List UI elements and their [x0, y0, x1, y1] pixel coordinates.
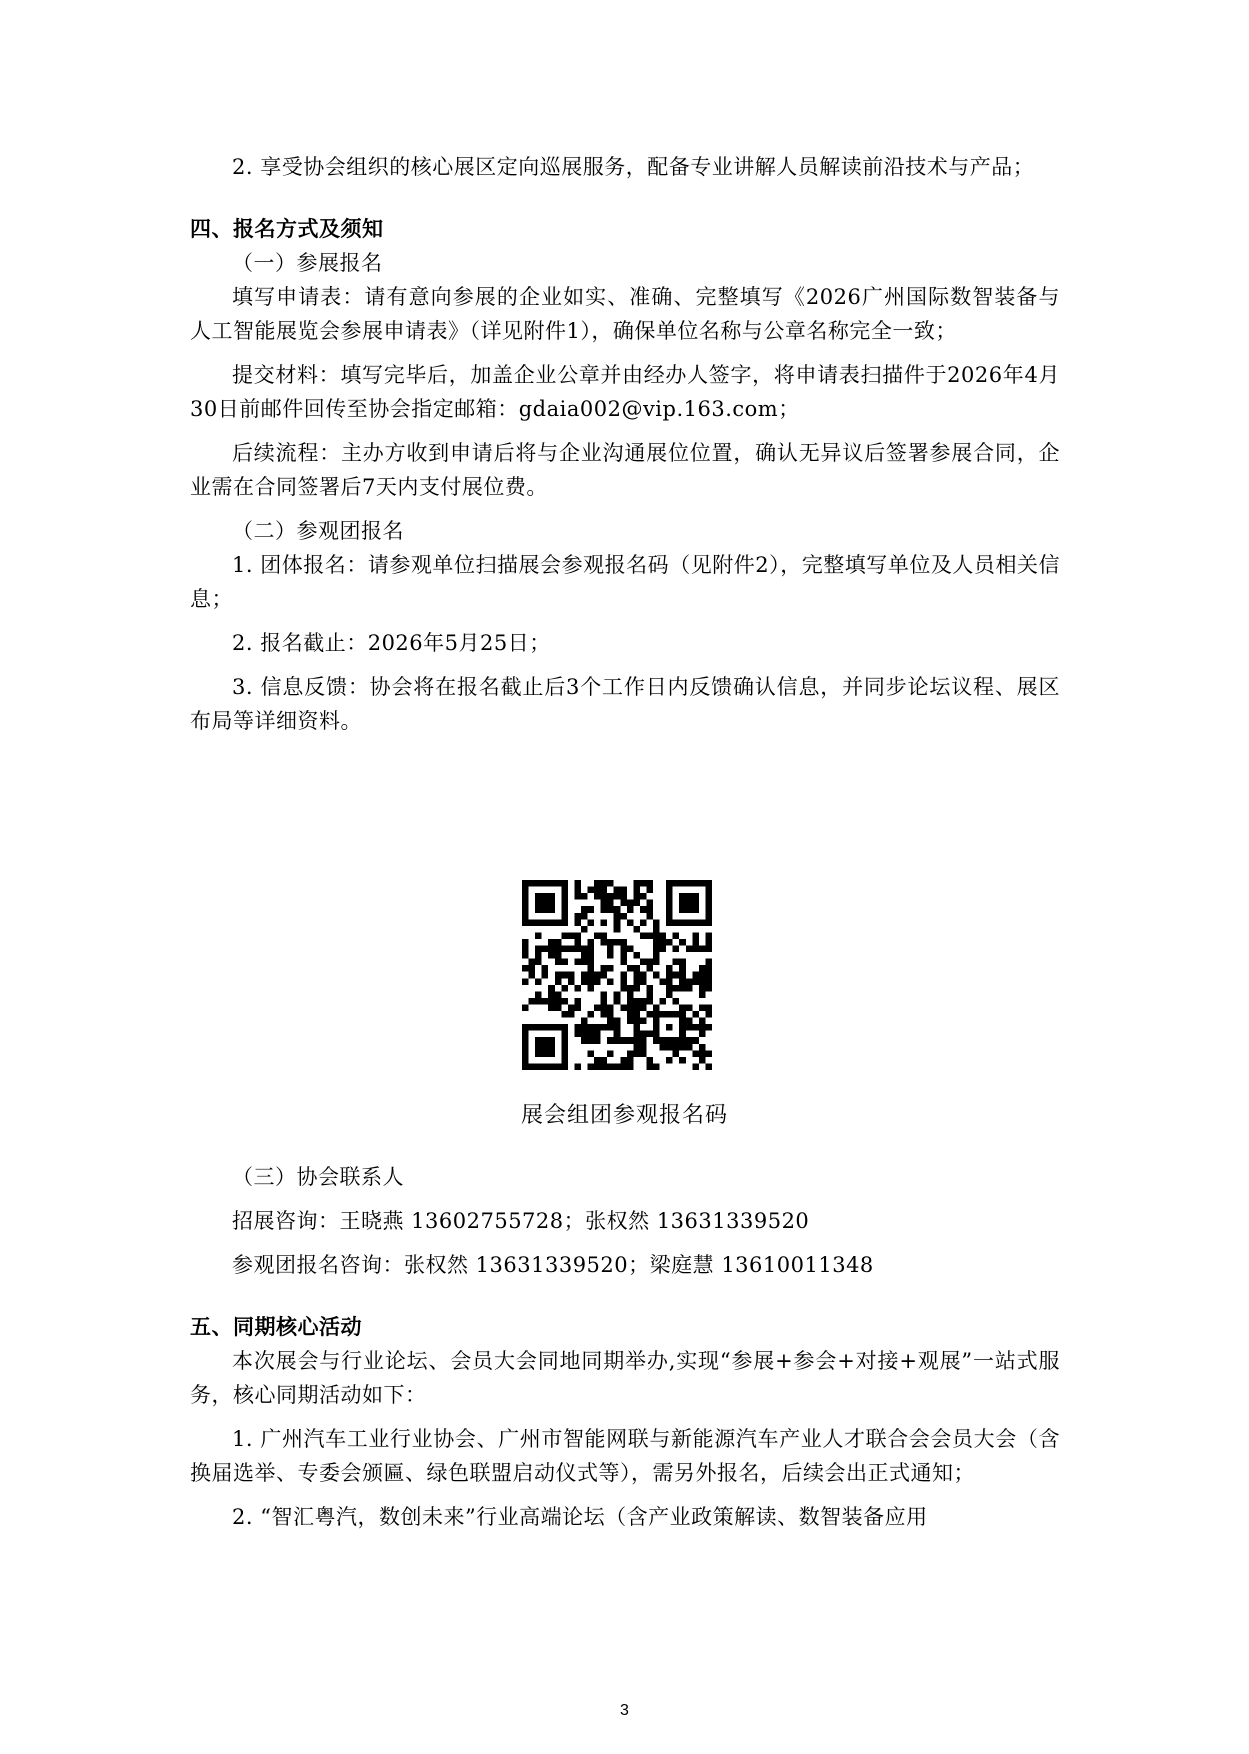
section4-sub2: （二）参观团报名 — [232, 519, 404, 543]
paragraph-follow-up: 后续流程：主办方收到申请后将与企业沟通展位位置，确认无异议后签署参展合同，企业需在合同签署后7天内支付展位费。 — [190, 441, 1060, 499]
group-item3: 3. 信息反馈：协会将在报名截止后3个工作日内反馈确认信息，并同步论坛议程、展区布局等详细资料。 — [190, 675, 1060, 733]
section5-intro: 本次展会与行业论坛、会员大会同地同期举办,实现“参展+参会+对接+观展”一站式服务，核心同期活动如下： — [190, 1349, 1060, 1407]
section5-heading: 五、同期核心活动 — [190, 1315, 362, 1339]
contact-exhibition: 招展咨询：王晓燕 13602755728；张权然 13631339520 — [232, 1209, 810, 1233]
group-item1: 1. 团体报名：请参观单位扫描展会参观报名码（见附件2），完整填写单位及人员相关信息； — [190, 553, 1060, 611]
qr-code-icon — [522, 880, 712, 1070]
section4-sub3: （三）协会联系人 — [232, 1165, 404, 1189]
page-body-upper — [190, 150, 1060, 738]
section3-item2: 2. 享受协会组织的核心展区定向巡展服务，配备专业讲解人员解读前沿技术与产品； — [232, 155, 1035, 179]
contact-visit-group: 参观团报名咨询：张权然 13631339520；梁庭慧 13610011348 — [232, 1253, 874, 1277]
qr-code-graphic — [522, 880, 712, 1070]
section4-heading: 四、报名方式及须知 — [190, 217, 384, 241]
section5-item2: 2. “智汇粤汽，数创未来”行业高端论坛（含产业政策解读、数智装备应用 — [232, 1505, 928, 1529]
page-body-lower — [190, 1160, 1060, 1534]
section4-sub1: （一）参展报名 — [232, 251, 383, 275]
page-number: 3 — [620, 1702, 629, 1719]
paragraph-fill-form: 填写申请表：请有意向参展的企业如实、准确、完整填写《2026广州国际数智装备与人工智能展览会参展申请表》（详见附件1），确保单位名称与公章名称完全一致； — [190, 285, 1060, 343]
qr-caption: 展会组团参观报名码 — [520, 1103, 728, 1128]
group-item2: 2. 报名截止：2026年5月25日； — [232, 631, 551, 655]
section5-item1: 1. 广州汽车工业行业协会、广州市智能网联与新能源汽车产业人才联合会会员大会（含换届选举、专委会颁匾、绿色联盟启动仪式等），需另外报名，后续会出正式通知； — [190, 1427, 1060, 1485]
paragraph-submit-materials: 提交材料：填写完毕后，加盖企业公章并由经办人签字，将申请表扫描件于2026年4月30日前邮件回传至协会指定邮箱：gdaia002@vip.163.com； — [190, 363, 1060, 421]
